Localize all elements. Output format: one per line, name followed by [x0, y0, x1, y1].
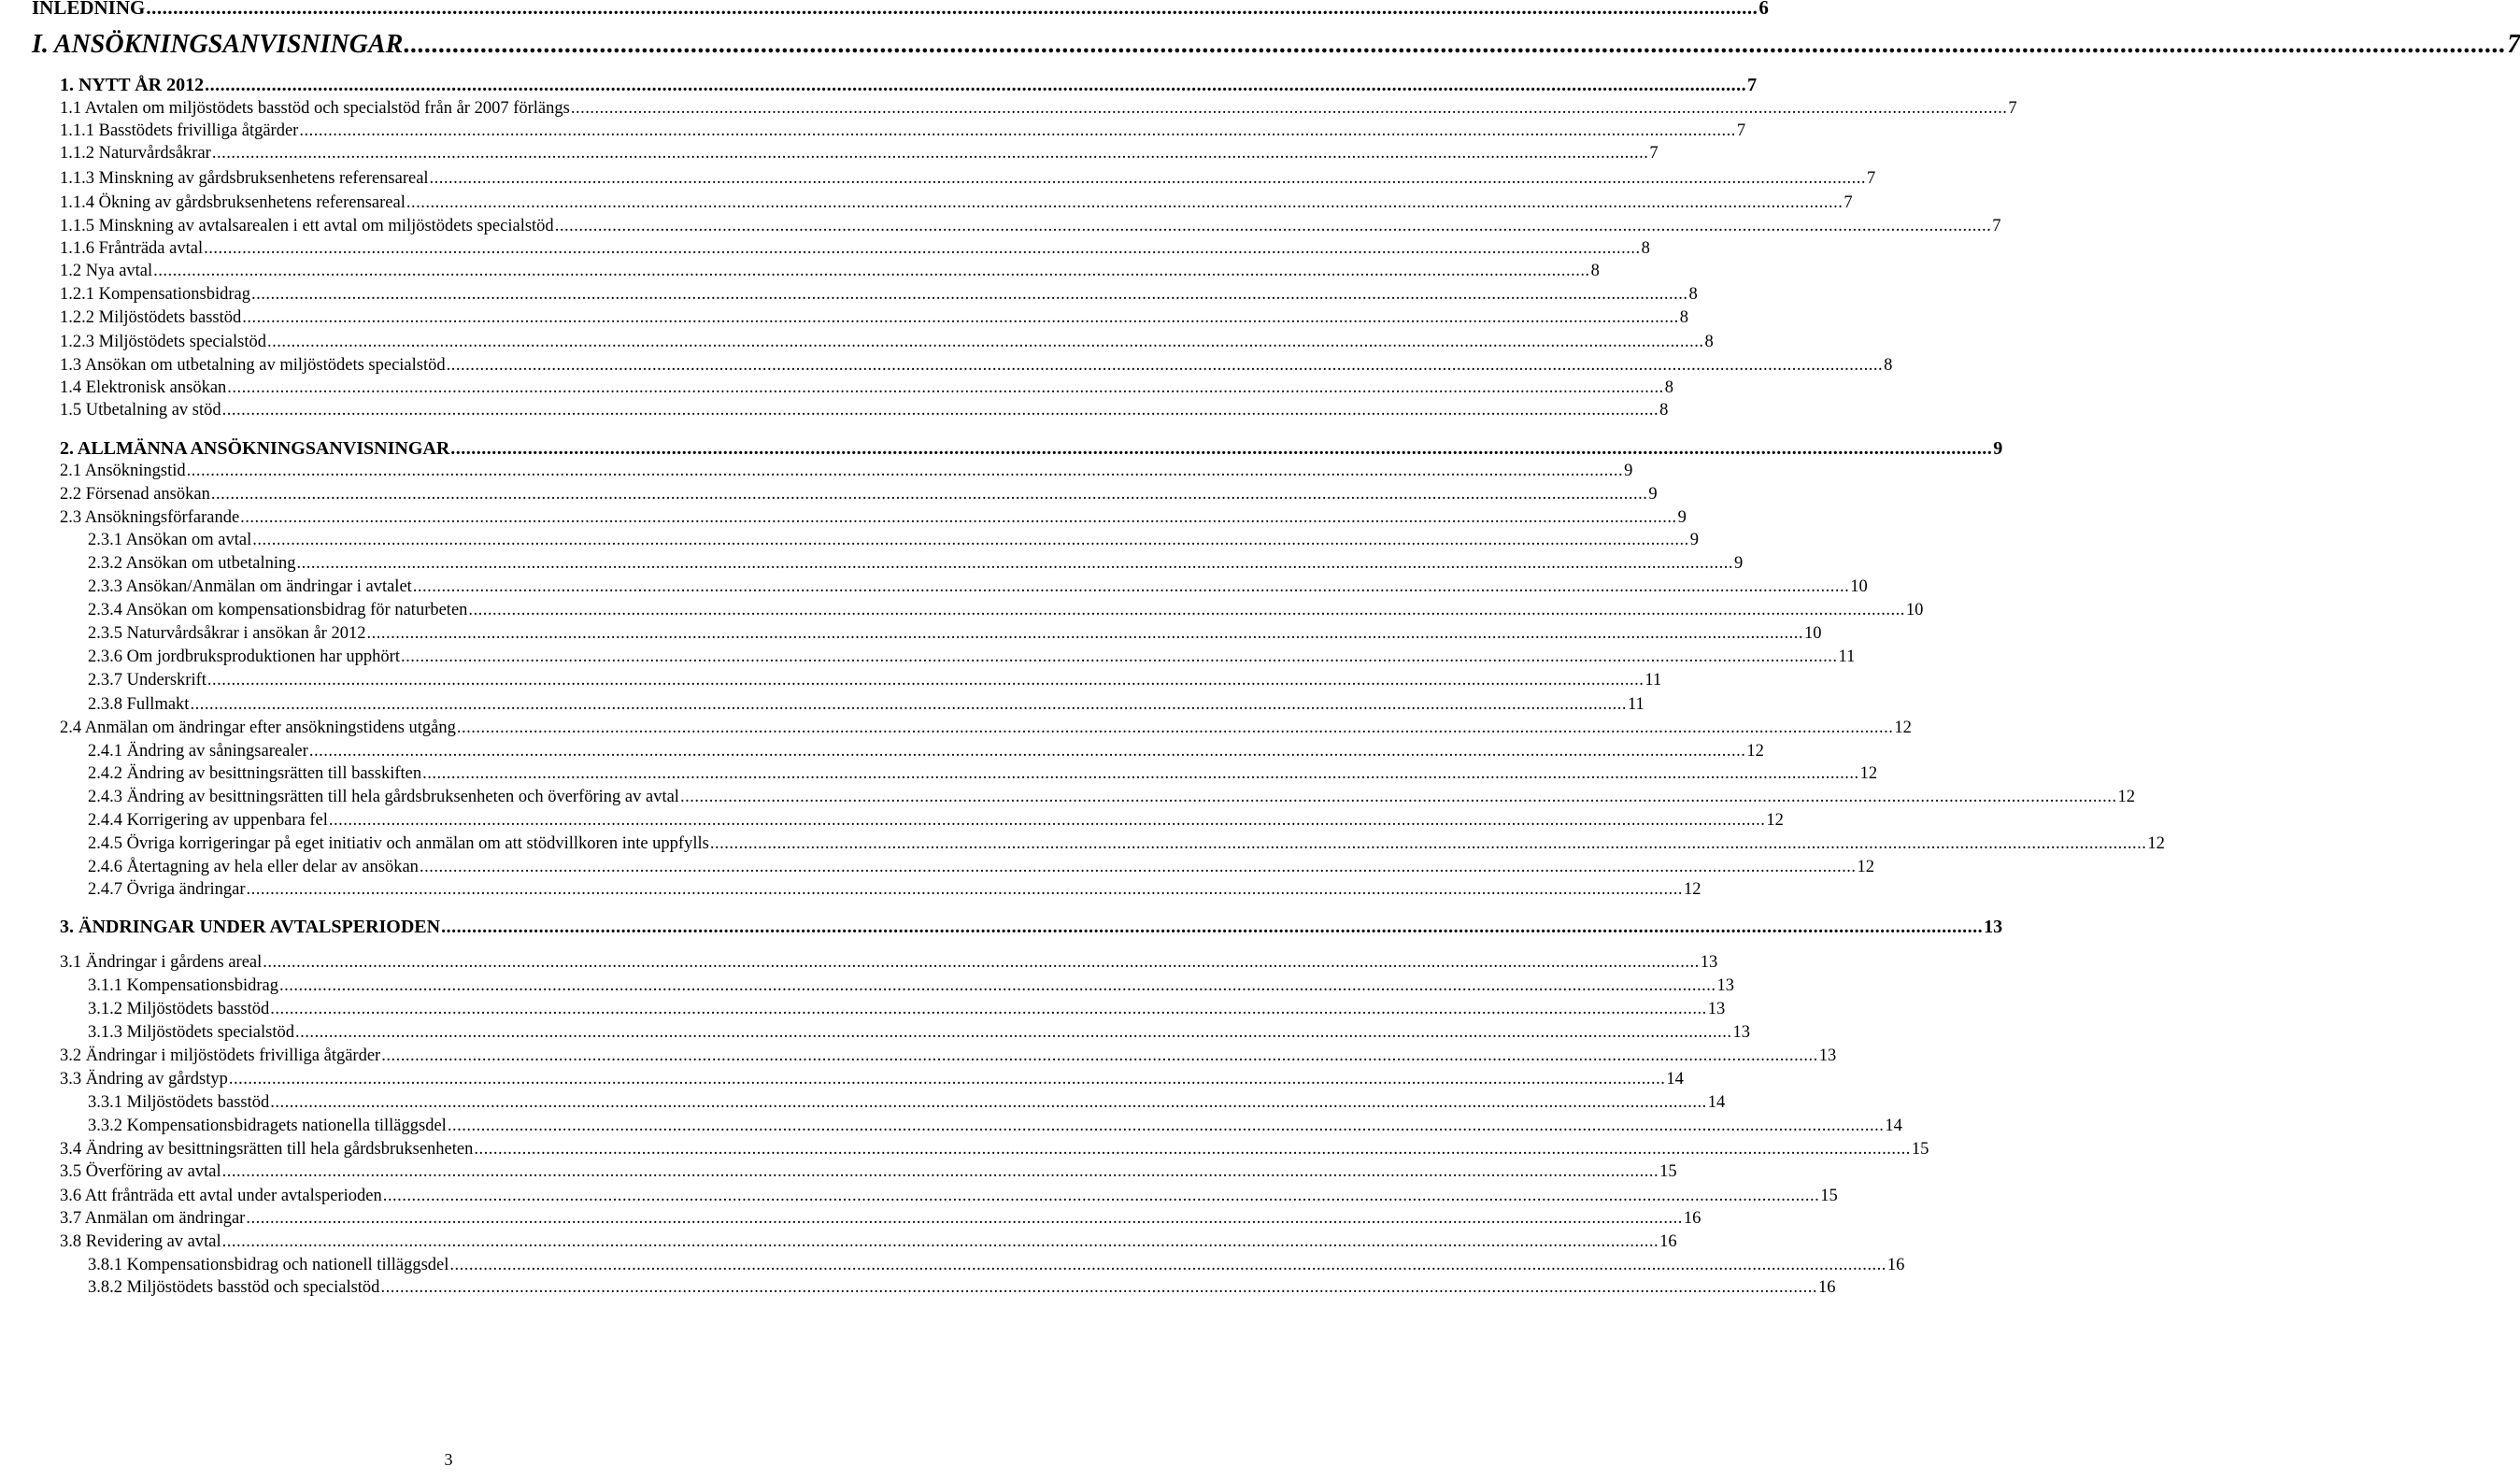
toc-entry-page: 13 [1716, 976, 1734, 995]
toc-entry-title: 1.2 Nya avtal [60, 262, 153, 280]
toc-entry-page: 11 [1627, 695, 1644, 714]
toc-entry-title: 1.3 Ansökan om utbetalning av miljöstödets specialstöd [60, 356, 446, 375]
toc-entry[interactable] [88, 1278, 1836, 1298]
toc-entry-page: 7 [1844, 193, 1853, 212]
dot-leader: ............................................................................................................................................................................................................................................................................................................ [449, 1256, 1886, 1274]
toc-entry[interactable] [60, 719, 1912, 738]
toc-entry-title: 1.2.2 Miljöstödets basstöd [60, 308, 242, 327]
toc-entry-page: 8 [1659, 401, 1669, 420]
dot-leader: ............................................................................................................................................................................................................................................................................................................ [153, 262, 1590, 280]
toc-entry[interactable] [60, 193, 1853, 213]
toc-entry-title: 3.4 Ändring av besittningsrätten till hela gårdsbruksenheten [60, 1140, 474, 1159]
toc-entry-title: 2.4.3 Ändring av besittningsrätten till hela gårdsbruksenheten och överföring av avtal [88, 788, 679, 806]
toc-entry-title: 1.5 Utbetalning av stöd [60, 401, 221, 420]
toc-entry-page: 7 [1867, 169, 1876, 188]
toc-entry[interactable] [60, 239, 1650, 259]
toc-entry-page: 13 [1984, 917, 2003, 937]
dot-leader: ............................................................................................................................................................................................................................................................................................................ [227, 378, 1664, 397]
dot-leader: ............................................................................................................................................................................................................................................................................................................ [221, 401, 1659, 420]
toc-entry[interactable] [88, 624, 1822, 644]
toc-entry[interactable] [60, 308, 1689, 328]
toc-entry-page: 12 [1746, 742, 1764, 761]
toc-entry[interactable] [60, 1187, 1838, 1206]
toc-entry-page: 9 [1648, 485, 1658, 504]
toc-entry-title: 2.4.1 Ändring av såningsarealer [88, 742, 308, 761]
toc-entry[interactable] [88, 531, 1699, 550]
toc-entry-title: 3.2 Ändringar i miljöstödets frivilliga åtgärder [60, 1046, 381, 1065]
toc-entry-title: 2. ALLMÄNNA ANSÖKNINGSANVISNINGAR [60, 438, 450, 459]
toc-entry[interactable] [60, 462, 1633, 481]
toc-entry-title: 1.2.1 Kompensationsbidrag [60, 285, 250, 304]
toc-entry[interactable] [88, 1256, 1905, 1275]
toc-entry-page: 12 [1894, 719, 1912, 737]
dot-leader: ............................................................................................................................................................................................................................................................................................................ [206, 671, 1644, 690]
toc-entry-page: 8 [1679, 308, 1689, 327]
toc-entry-title: 2.4 Anmälan om ändringar efter ansökningstidens utgång [60, 719, 456, 737]
toc-entry[interactable] [60, 356, 1893, 376]
toc-entry-page: 15 [1911, 1140, 1929, 1159]
toc-entry-page: 9 [1993, 438, 2003, 459]
toc-entry[interactable] [88, 742, 1764, 761]
toc-entry-page: 14 [1885, 1117, 1902, 1135]
dot-leader: ............................................................................................................................................................................................................................................................................................................ [263, 953, 1700, 972]
dot-leader: ............................................................................................................................................................................................................................................................................................................ [401, 648, 1838, 666]
toc-entry[interactable] [60, 121, 1746, 141]
toc-entry-title: 3.1.2 Miljöstödets basstöd [88, 1000, 270, 1018]
dot-leader: ............................................................................................................................................................................................................................................................................................................ [266, 333, 1704, 351]
toc-entry[interactable] [88, 858, 1874, 877]
toc-entry-title: 1.1.3 Minskning av gårdsbruksenhetens referensareal [60, 169, 429, 188]
toc-entry[interactable] [60, 144, 1659, 164]
toc-entry[interactable] [60, 1140, 1929, 1160]
toc-entry[interactable] [60, 508, 1687, 528]
toc-entry[interactable] [60, 75, 1758, 96]
toc-entry-title: 2.4.6 Återtagning av hela eller delar av ansökan [88, 858, 419, 876]
toc-entry-title: 2.3.8 Fullmakt [88, 695, 190, 714]
toc-entry[interactable] [60, 917, 2003, 938]
toc-entry[interactable] [32, 0, 1769, 20]
toc-entry-title: 1.1 Avtalen om miljöstödets basstöd och specialstöd från år 2007 förlängs [60, 99, 570, 118]
dot-leader: ............................................................................................................................................................................................................................................................................................................ [554, 217, 1992, 235]
toc-entry-page: 12 [1857, 858, 1874, 876]
dot-leader: ............................................................................................................................................................................................................................................................................................................ [252, 531, 1689, 549]
toc-entry-page: 12 [2117, 788, 2135, 806]
toc-entry-page: 13 [1707, 1000, 1726, 1018]
dot-leader: ............................................................................................................................................................................................................................................................................................................ [429, 169, 1867, 188]
toc-entry-title: 3.5 Överföring av avtal [60, 1162, 221, 1181]
toc-entry[interactable] [60, 169, 1876, 189]
toc-entry-title: 2.3.1 Ansökan om avtal [88, 531, 252, 549]
toc-entry-page: 7 [2507, 30, 2520, 59]
toc-entry[interactable] [60, 1046, 1837, 1066]
toc-entry[interactable] [60, 333, 1714, 352]
toc-entry[interactable] [60, 99, 2017, 119]
toc-entry-title: 3.3.2 Kompensationsbidragets nationella tilläggsdel [88, 1117, 447, 1135]
toc-entry-title: 3.3 Ändring av gårdstyp [60, 1070, 228, 1089]
toc-entry[interactable] [60, 485, 1658, 505]
dot-leader: ............................................................................................................................................................................................................................................................................................................ [240, 508, 1677, 527]
toc-entry-title: 1.1.1 Basstödets frivilliga åtgärder [60, 121, 299, 140]
dot-leader: ............................................................................................................................................................................................................................................................................................................ [474, 1140, 1911, 1159]
toc-entry-title: 3.8.2 Miljöstödets basstöd och specialstöd [88, 1278, 380, 1297]
dot-leader: ............................................................................................................................................................................................................................................................................................................ [366, 624, 1803, 643]
toc-entry-title: 1.1.4 Ökning av gårdsbruksenhetens referensareal [60, 193, 406, 212]
dot-leader: ............................................................................................................................................................................................................................................................................................................ [251, 285, 1688, 304]
dot-leader: ............................................................................................................................................................................................................................................................................................................ [246, 880, 1684, 899]
toc-entry-page: 9 [1624, 462, 1633, 480]
toc-entry-title: 2.1 Ansökningstid [60, 462, 186, 480]
toc-entry-page: 8 [1590, 262, 1600, 280]
toc-entry[interactable] [60, 217, 2001, 236]
toc-entry[interactable] [88, 577, 1868, 597]
toc-entry-page: 13 [1732, 1023, 1750, 1042]
toc-entry-page: 8 [1664, 378, 1674, 397]
toc-entry-title: 2.4.5 Övriga korrigeringar på eget initiativ och anmälan om att stödvillkoren inte uppfylls [88, 834, 709, 853]
toc-entry[interactable] [88, 1093, 1726, 1113]
dot-leader: ............................................................................................................................................................................................................................................................................................................ [228, 1070, 1666, 1089]
toc-entry-page: 11 [1838, 648, 1856, 666]
dot-leader: ............................................................................................................................................................................................................................................................................................................ [380, 1278, 1817, 1297]
toc-entry-page: 8 [1884, 356, 1893, 375]
dot-leader: ............................................................................................................................................................................................................................................................................................................ [422, 764, 1859, 783]
toc-entry[interactable] [88, 811, 1784, 831]
toc-entry-title: 2.3.6 Om jordbruksproduktionen har upphört [88, 648, 400, 666]
dot-leader: ............................................................................................................................................................................................................................................................................................................ [204, 239, 1641, 258]
toc-entry-title: 3.8.1 Kompensationsbidrag och nationell tilläggsdel [88, 1256, 449, 1274]
toc-entry-page: 9 [1689, 531, 1699, 549]
toc-entry-title: 2.2 Försenad ansökan [60, 485, 210, 504]
toc-entry[interactable] [88, 880, 1701, 900]
toc-entry-title: 1. NYTT ÅR 2012 [60, 75, 205, 95]
dot-leader: ............................................................................................................................................................................................................................................................................................................ [205, 75, 1747, 95]
toc-entry-page: 10 [1850, 577, 1868, 596]
dot-leader: ............................................................................................................................................................................................................................................................................................................ [186, 462, 1624, 480]
dot-leader: ............................................................................................................................................................................................................................................................................................................ [242, 308, 1679, 327]
toc-entry-page: 12 [2147, 834, 2165, 853]
dot-leader: ............................................................................................................................................................................................................................................................................................................ [570, 99, 2008, 118]
toc-entry-page: 10 [1905, 601, 1924, 619]
toc-entry-page: 8 [1688, 285, 1698, 304]
dot-leader: ............................................................................................................................................................................................................................................................................................................ [679, 788, 2117, 806]
toc-entry-page: 13 [1700, 953, 1718, 972]
toc-entry-title: 2.3 Ansökningsförfarande [60, 508, 240, 527]
toc-entry[interactable] [60, 1162, 1677, 1182]
toc-entry-page: 16 [1886, 1256, 1905, 1274]
dot-leader: ............................................................................................................................................................................................................................................................................................................ [221, 1232, 1659, 1251]
dot-leader: ............................................................................................................................................................................................................................................................................................................ [221, 1162, 1659, 1181]
dot-leader: ............................................................................................................................................................................................................................................................................................................ [270, 1000, 1707, 1018]
toc-entry[interactable] [60, 1232, 1677, 1252]
toc-entry-title: 2.3.2 Ansökan om utbetalning [88, 554, 296, 573]
toc-entry[interactable] [60, 1070, 1684, 1089]
dot-leader: ............................................................................................................................................................................................................................................................................................................ [419, 858, 1857, 876]
toc-entry[interactable] [88, 764, 1878, 784]
toc-entry[interactable] [60, 285, 1698, 305]
toc-entry-title: 2.3.4 Ansökan om kompensationsbidrag för naturbeten [88, 601, 468, 619]
toc-entry-page: 9 [1734, 554, 1744, 573]
toc-entry-title: 3.8 Revidering av avtal [60, 1232, 221, 1251]
toc-entry-page: 7 [1736, 121, 1746, 140]
toc-entry[interactable] [88, 1117, 1902, 1136]
dot-leader: ............................................................................................................................................................................................................................................................................................................ [210, 485, 1648, 504]
toc-entry-title: 1.1.5 Minskning av avtalsarealen i ett avtal om miljöstödets specialstöd [60, 217, 554, 235]
toc-entry[interactable] [88, 976, 1734, 996]
toc-entry-page: 13 [1818, 1046, 1837, 1065]
toc-entry[interactable] [60, 1209, 1701, 1229]
toc-entry-page: 9 [1677, 508, 1687, 527]
toc-entry-page: 15 [1659, 1162, 1677, 1181]
toc-entry-title: INLEDNING [32, 0, 146, 19]
toc-entry[interactable] [60, 953, 1718, 973]
toc-entry-title: 3.1 Ändringar i gårdens areal [60, 953, 263, 972]
dot-leader: ............................................................................................................................................................................................................................................................................................................ [446, 356, 1884, 375]
toc-entry[interactable] [60, 401, 1669, 420]
toc-entry[interactable] [88, 788, 2135, 807]
dot-leader: ............................................................................................................................................................................................................................................................................................................ [382, 1187, 1820, 1205]
toc-entry-page: 10 [1803, 624, 1822, 643]
toc-entry[interactable] [60, 262, 1600, 281]
dot-leader: ............................................................................................................................................................................................................................................................................................................ [294, 1023, 1732, 1042]
toc-entry-title: 2.4.4 Korrigering av uppenbara fel [88, 811, 328, 830]
toc-entry[interactable] [32, 30, 2520, 60]
toc-entry-title: 1.1.6 Frånträda avtal [60, 239, 204, 258]
toc-entry-page: 16 [1683, 1209, 1701, 1228]
toc-entry-title: 3.6 Att frånträda ett avtal under avtalsperioden [60, 1187, 382, 1205]
toc-entry-page: 16 [1817, 1278, 1836, 1297]
toc-entry-title: 2.3.5 Naturvårdsåkrar i ansökan år 2012 [88, 624, 366, 643]
dot-leader: ............................................................................................................................................................................................................................................................................................................ [299, 121, 1736, 140]
dot-leader: ............................................................................................................................................................................................................................................................................................................ [450, 438, 1993, 459]
toc-entry-title: 2.4.2 Ändring av besittningsrätten till basskiften [88, 764, 422, 783]
toc-entry-title: 2.3.3 Ansökan/Anmälan om ändringar i avtalet [88, 577, 412, 596]
dot-leader: ............................................................................................................................................................................................................................................................................................................ [211, 144, 1649, 163]
dot-leader: ............................................................................................................................................................................................................................................................................................................ [412, 577, 1850, 596]
toc-entry-page: 16 [1659, 1232, 1677, 1251]
toc-entry[interactable] [88, 695, 1644, 715]
dot-leader: ............................................................................................................................................................................................................................................................................................................ [404, 30, 2507, 59]
toc-entry-page: 12 [1859, 764, 1878, 783]
toc-entry-page: 8 [1641, 239, 1650, 258]
dot-leader: ............................................................................................................................................................................................................................................................................................................ [456, 719, 1894, 737]
toc-entry[interactable] [88, 834, 2165, 854]
dot-leader: ............................................................................................................................................................................................................................................................................................................ [296, 554, 1733, 573]
toc-entry-page: 12 [1684, 880, 1701, 899]
toc-entry-page: 11 [1644, 671, 1662, 690]
dot-leader: ............................................................................................................................................................................................................................................................................................................ [308, 742, 1746, 761]
dot-leader: ............................................................................................................................................................................................................................................................................................................ [441, 917, 1984, 937]
toc-entry-page: 14 [1707, 1093, 1726, 1112]
toc-entry-title: 1.1.2 Naturvårdsåkrar [60, 144, 211, 163]
toc-entry[interactable] [88, 648, 1856, 667]
toc-entry-page: 6 [1758, 0, 1769, 19]
toc-entry-title: 3.1.1 Kompensationsbidrag [88, 976, 278, 995]
toc-entry-title: 3.1.3 Miljöstödets specialstöd [88, 1023, 294, 1042]
dot-leader: ............................................................................................................................................................................................................................................................................................................ [279, 976, 1716, 995]
dot-leader: ............................................................................................................................................................................................................................................................................................................ [270, 1093, 1707, 1112]
toc-entry-page: 14 [1666, 1070, 1684, 1089]
toc-entry-page: 7 [1747, 75, 1758, 95]
toc-entry[interactable] [88, 1000, 1726, 1019]
toc-entry-title: 1.4 Elektronisk ansökan [60, 378, 227, 397]
toc-entry[interactable] [60, 438, 2003, 460]
toc-entry[interactable] [60, 378, 1674, 398]
page-number: 3 [444, 1450, 453, 1469]
toc-entry-page: 7 [2008, 99, 2017, 118]
dot-leader: ............................................................................................................................................................................................................................................................................................................ [246, 1209, 1683, 1228]
dot-leader: ............................................................................................................................................................................................................................................................................................................ [328, 811, 1766, 830]
toc-entry[interactable] [88, 1023, 1750, 1043]
dot-leader: ............................................................................................................................................................................................................................................................................................................ [146, 0, 1758, 19]
toc-entry[interactable] [88, 601, 1924, 620]
toc-entry[interactable] [88, 554, 1744, 574]
toc-entry-page: 12 [1766, 811, 1784, 830]
dot-leader: ............................................................................................................................................................................................................................................................................................................ [447, 1117, 1885, 1135]
toc-entry-title: 3. ÄNDRINGAR UNDER AVTALSPERIODEN [60, 917, 441, 937]
toc-entry-page: 7 [1649, 144, 1659, 163]
dot-leader: ............................................................................................................................................................................................................................................................................................................ [709, 834, 2147, 853]
toc-entry-title: 3.3.1 Miljöstödets basstöd [88, 1093, 270, 1112]
toc-entry-title: I. ANSÖKNINGSANVISNINGAR [32, 30, 404, 59]
dot-leader: ............................................................................................................................................................................................................................................................................................................ [190, 695, 1627, 714]
toc-entry-page: 7 [1992, 217, 2001, 235]
toc-entry[interactable] [88, 671, 1662, 690]
dot-leader: ............................................................................................................................................................................................................................................................................................................ [468, 601, 1905, 619]
dot-leader: ............................................................................................................................................................................................................................................................................................................ [381, 1046, 1818, 1065]
toc-entry-title: 1.2.3 Miljöstödets specialstöd [60, 333, 266, 351]
toc-entry-page: 8 [1704, 333, 1714, 351]
dot-leader: ............................................................................................................................................................................................................................................................................................................ [406, 193, 1844, 212]
toc-entry-title: 3.7 Anmälan om ändringar [60, 1209, 246, 1228]
toc-entry-page: 15 [1820, 1187, 1838, 1205]
toc-entry-title: 2.3.7 Underskrift [88, 671, 206, 690]
toc-entry-title: 2.4.7 Övriga ändringar [88, 880, 246, 899]
